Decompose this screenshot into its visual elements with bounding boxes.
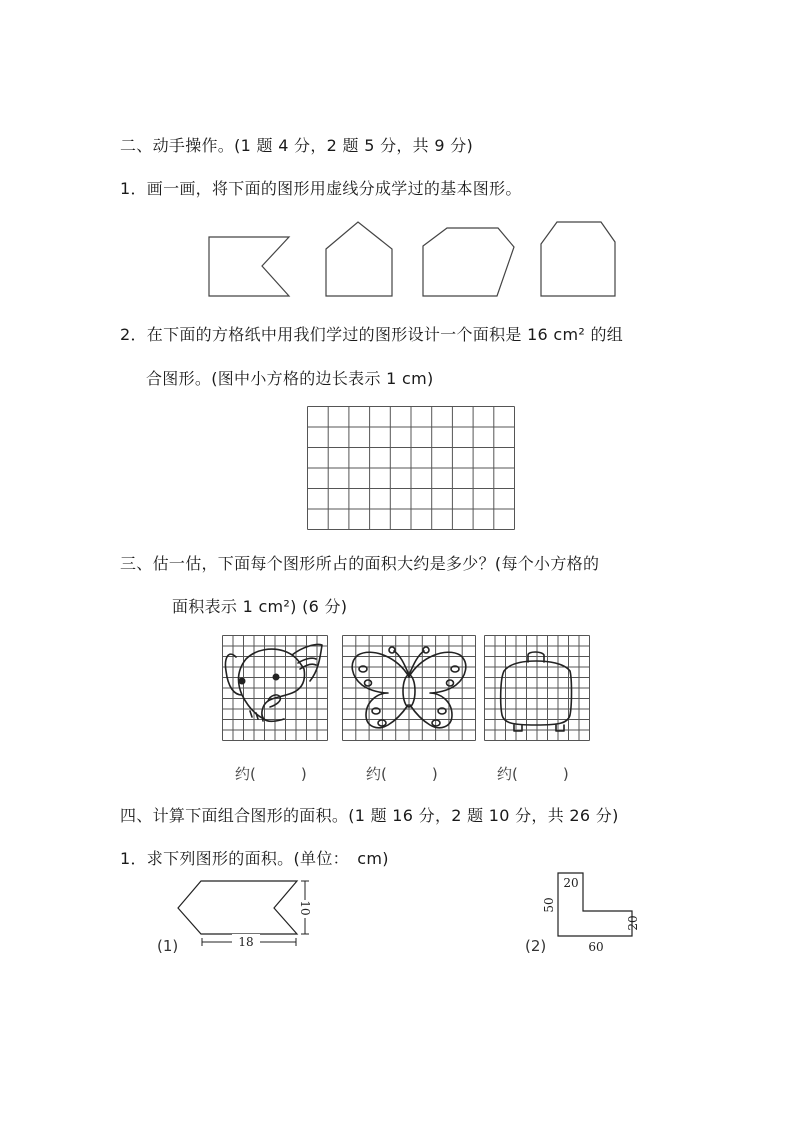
section2-question1: 1．画一画，将下面的图形用虚线分成学过的基本图形。 <box>120 179 522 198</box>
section4-heading: 四、计算下面组合图形的面积。(1 题 16 分，2 题 10 分，共 26 分) <box>120 806 619 825</box>
figure1-label: (1) <box>157 937 179 955</box>
left-label: 50 <box>542 897 556 913</box>
irregular-hexagon-shape <box>423 228 514 296</box>
section3-heading-line2: 面积表示 1 cm²) (6 分) <box>172 597 348 616</box>
right-label: 20 <box>626 915 640 931</box>
section4-question1: 1．求下列图形的面积。(单位： cm) <box>120 849 389 868</box>
section2-question2-line1: 2．在下面的方格纸中用我们学过的图形设计一个面积是 16 cm² 的组 <box>120 325 624 344</box>
suitcase-grid <box>484 635 590 741</box>
butterfly-grid <box>342 635 476 741</box>
arrow-shape <box>178 881 297 934</box>
section2-question2-line2: 合图形。(图中小方格的边长表示 1 cm) <box>146 369 434 388</box>
figure2-label: (2) <box>525 937 547 955</box>
elephant-answer[interactable]: 约( ) <box>235 765 307 783</box>
notched-rectangle-shape <box>209 237 289 296</box>
design-grid-paper[interactable] <box>307 406 515 530</box>
house-pentagon-shape <box>326 222 392 296</box>
q1-shapes <box>0 0 793 320</box>
section2-heading: 二、动手操作。(1 题 4 分，2 题 5 分，共 9 分) <box>120 136 474 155</box>
suitcase-answer[interactable]: 约( ) <box>497 765 569 783</box>
butterfly-answer[interactable]: 约( ) <box>366 765 438 783</box>
top-label: 20 <box>563 876 579 890</box>
height-label: 10 <box>298 900 312 916</box>
elephant-grid <box>222 635 328 741</box>
bottom-label: 60 <box>588 940 604 954</box>
chamfered-hexagon-shape <box>541 222 615 296</box>
section3-heading-line1: 三、估一估，下面每个图形所占的面积大约是多少？(每个小方格的 <box>120 554 600 573</box>
width-label: 18 <box>238 935 254 949</box>
